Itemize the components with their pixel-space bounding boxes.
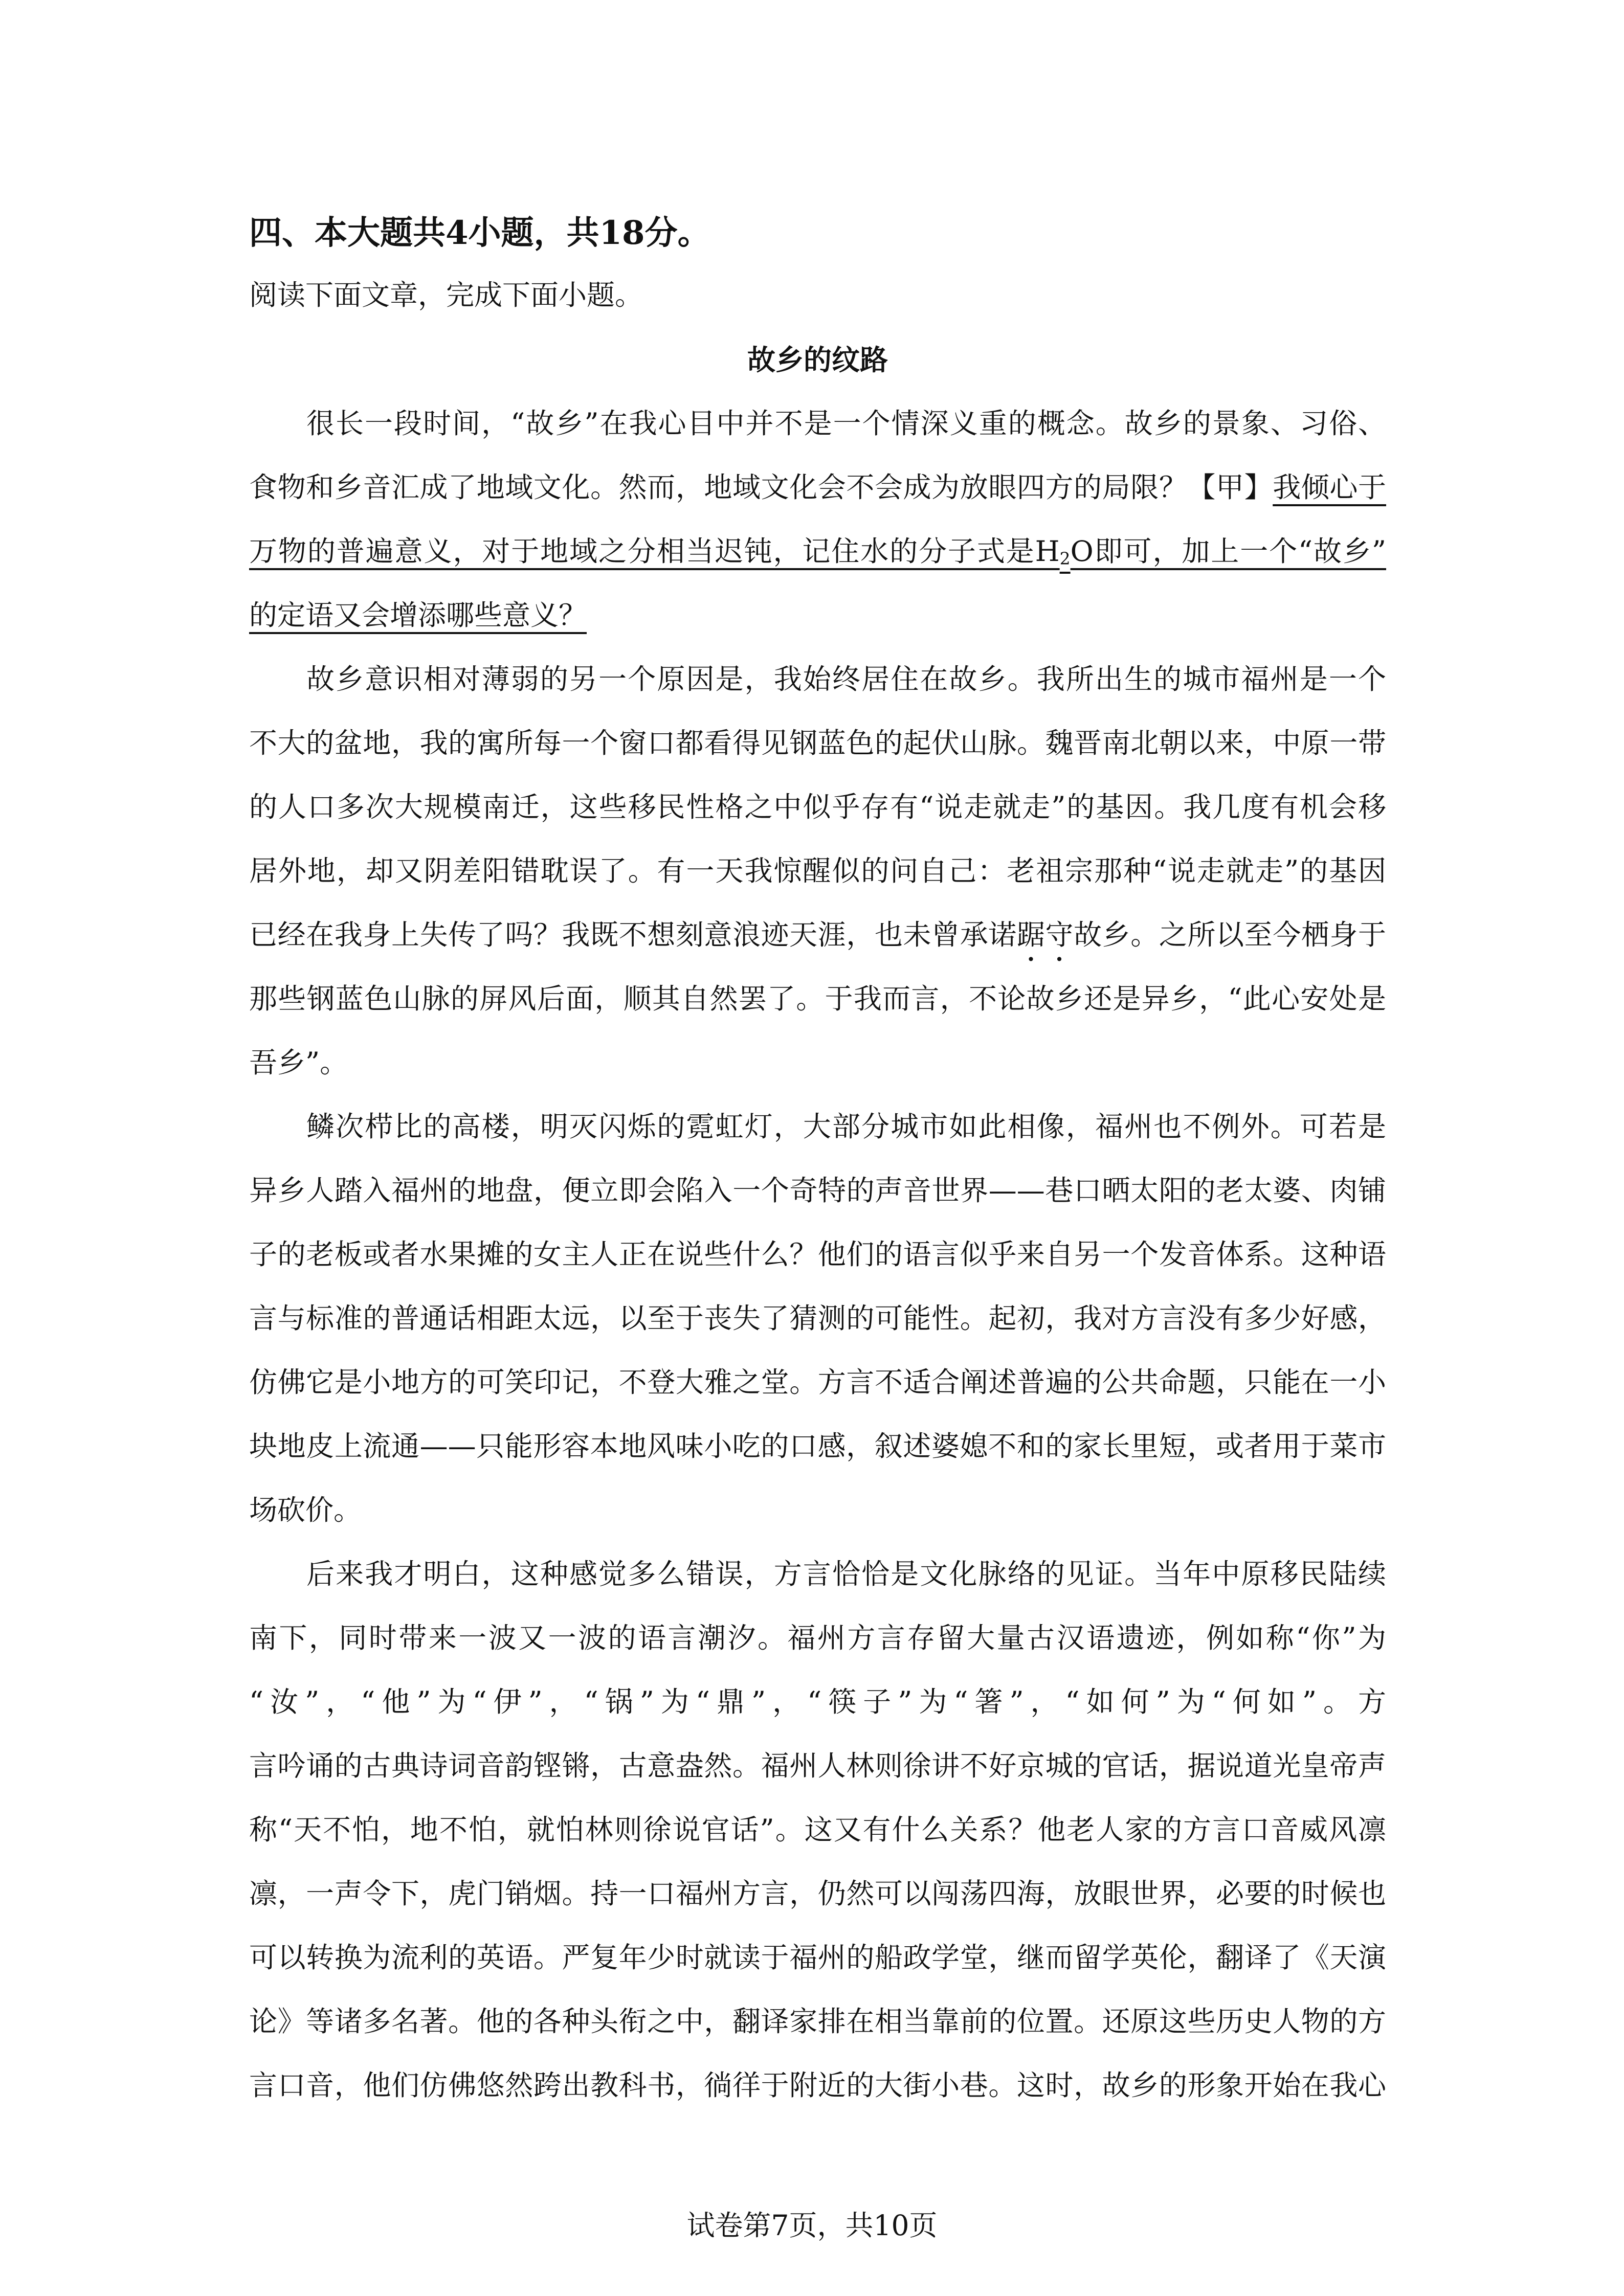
article-paragraph [249,1095,1386,1542]
text-line [249,1542,1386,1606]
text-line [249,1798,1386,1862]
text-line [249,1287,1386,1350]
text-segment: “汝”，“他”为“伊”，“锅”为“鼎”，“筷子”为“箸”，“如何”为“何如”。方 [249,1685,1386,1718]
page-footer: 试卷第7页，共10页 [686,2209,938,2242]
text-line [249,1926,1386,1990]
article-title: 故乡的纹路 [747,343,888,376]
text-segment: 不大的盆地，我的寓所每一个窗口都看得见钢蓝色的起伏山脉。魏晋南北朝以来，中原一带 [249,727,1386,759]
article-paragraph [249,1542,1386,2118]
text-line [249,1606,1386,1670]
text-segment: 的人口多次大规模南迁，这些移民性格之中似乎存有“说走就走”的基因。我几度有机会移 [249,791,1386,823]
text-line [249,520,1386,583]
text-line [249,775,1386,839]
text-segment: 那些钢蓝色山脉的屏风后面，顺其自然罢了。于我而言，不论故乡还是异乡，“此心安处是 [249,982,1386,1015]
text-segment: 已经在我身上失传了吗？我既不想刻意浪迹天涯，也未曾承诺 [249,918,1017,951]
text-line [249,1414,1386,1478]
text-line [249,1862,1386,1926]
text-segment: 言与标准的普通话相距太远，以至于丧失了猜测的可能性。起初，我对方言没有多少好感， [249,1302,1386,1335]
text-segment: 居外地，却又阴差阳错耽误了。有一天我惊醒似的问自己：老祖宗那种“说走就走”的基因 [249,854,1386,887]
underlined-text: 的定语又会增添哪些意义？ [249,599,587,632]
text-segment: 后来我才明白，这种感觉多么错误，方言恰恰是文化脉络的见证。当年中原移民陆续 [306,1558,1386,1590]
reading-instruction: 阅读下面文章，完成下面小题。 [249,279,643,311]
text-segment: 南下，同时带来一波又一波的语言潮汐。福州方言存留大量古汉语遗迹，例如称“你”为 [249,1622,1386,1654]
text-segment: 言吟诵的古典诗词音韵铿锵，古意盎然。福州人林则徐讲不好京城的官话，据说道光皇帝声 [249,1749,1386,1782]
text-line [249,1350,1386,1414]
section-heading: 四、本大题共4小题，共18分。 [249,214,710,252]
text-segment: 异乡人踏入福州的地盘，便立即会陷入一个奇特的声音世界——巷口晒太阳的老太婆、肉铺 [249,1174,1386,1207]
text-line [249,967,1386,1031]
text-segment: 言口音，他们仿佛悠然跨出教科书，徜徉于附近的大街小巷。这时，故乡的形象开始在我心 [249,2069,1386,2102]
text-segment: 故乡意识相对薄弱的另一个原因是，我始终居住在故乡。我所出生的城市福州是一个 [306,663,1386,695]
underlined-text: 万物的普遍意义，对于地域之分相当迟钝，记住水的分子式是H [249,535,1060,568]
text-line [249,647,1386,711]
text-line [249,1159,1386,1223]
text-line [249,1095,1386,1159]
article-paragraph [249,392,1386,647]
text-segment: 子的老板或者水果摊的女主人正在说些什么？他们的语言似乎来自另一个发音体系。这种语 [249,1238,1386,1271]
text-line [249,1478,1386,1542]
underlined-text: 我倾心于 [1273,471,1386,504]
text-segment: 仿佛它是小地方的可笑印记，不登大雅之堂。方言不适合阐述普遍的公共命题，只能在一小 [249,1366,1386,1399]
article-body [249,392,1386,2118]
text-segment: 称“天不怕，地不怕，就怕林则徐说官话”。这又有什么关系？他老人家的方言口音威风凛 [249,1813,1386,1846]
article-paragraph [249,647,1386,1095]
text-line [249,2054,1386,2118]
text-line [249,1223,1386,1287]
text-line [249,839,1386,903]
text-segment: 吾乡”。 [249,1046,348,1079]
text-line [249,392,1386,456]
text-line [249,1670,1386,1734]
text-segment: 食物和乡音汇成了地域文化。然而，地域文化会不会成为放眼四方的局限？【甲】 [249,471,1273,504]
text-segment: 块地皮上流通——只能形容本地风味小吃的口感，叙述婆媳不和的家长里短，或者用于菜市 [249,1430,1386,1462]
text-line [249,1734,1386,1798]
text-line [249,1990,1386,2054]
text-segment: 鳞次栉比的高楼，明灭闪烁的霓虹灯，大部分城市如此相像，福州也不例外。可若是 [306,1110,1386,1143]
underlined-text: O即可，加上一个“故乡” [1070,535,1386,568]
text-line [249,1031,1386,1095]
text-segment: 很长一段时间，“故乡”在我心目中并不是一个情深义重的概念。故乡的景象、习俗、 [306,407,1386,440]
text-segment: 可以转换为流利的英语。严复年少时就读于福州的船政学堂，继而留学英伦，翻译了《天演 [249,1941,1386,1974]
text-segment: 论》等诸多名著。他的各种头衔之中，翻译家排在相当靠前的位置。还原这些历史人物的方 [249,2005,1386,2038]
text-segment: 场砍价。 [249,1494,362,1526]
text-line [249,456,1386,520]
text-segment: 故乡。之所以至今栖身于 [1074,918,1386,951]
underlined-text: 2 [1059,548,1071,569]
text-segment: 凛，一声令下，虎门销烟。持一口福州方言，仍然可以闯荡四海，放眼世界，必要的时候也 [249,1877,1386,1910]
text-line [249,711,1386,775]
emphasized-text: 踞守 [1016,918,1074,951]
text-line [249,903,1386,967]
text-line [249,583,1386,647]
